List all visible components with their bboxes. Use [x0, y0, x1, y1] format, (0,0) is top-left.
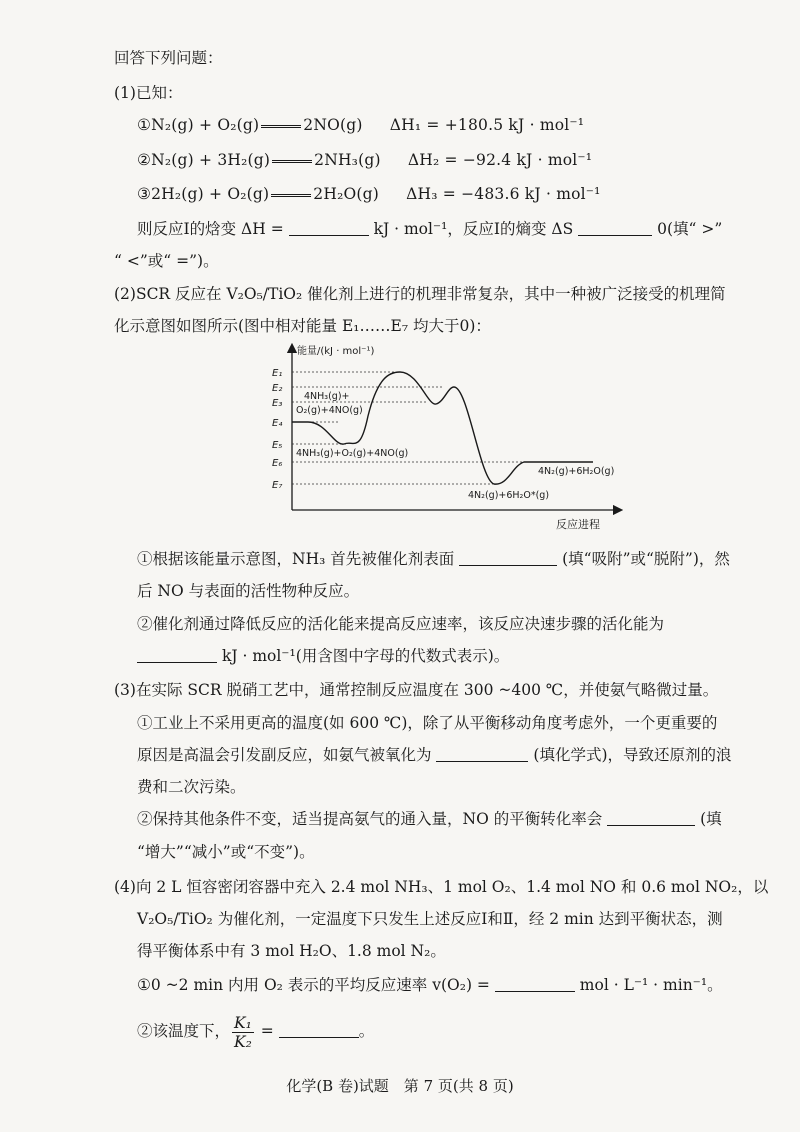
answer-blank-kratio[interactable] [279, 1023, 359, 1038]
q2-line-2: 化示意图如图所示(图中相对能量 E₁……E₇ 均大于0)： [114, 317, 491, 335]
intro-line: 回答下列问题： [114, 49, 223, 67]
q2-sub1 [137, 549, 730, 569]
answer-blank-adsorb[interactable] [459, 551, 557, 566]
level-label-6: E₆ [272, 458, 283, 469]
eq3-enthalpy: ΔH₃ = −483.6 kJ · mol⁻¹ [406, 185, 601, 203]
level-label-5: E₅ [272, 440, 283, 451]
q3-sub2-b: (填 [700, 810, 722, 828]
eq1-enthalpy: ΔH₁ = +180.5 kJ · mol⁻¹ [389, 116, 585, 134]
q2-line-1: (2)SCR 反应在 V₂O₅/TiO₂ 催化剂上进行的机理非常复杂，其中一种被广泛接受的机理简 [114, 285, 726, 303]
answer-blank-conversion[interactable] [607, 811, 695, 826]
q1-ask-c: 0(填“ >” [657, 220, 723, 238]
answer-blank-activation[interactable] [137, 648, 217, 663]
q2-sub2-b: kJ · mol⁻¹(用含图中字母的代数式表示)。 [221, 647, 510, 665]
q3-sub2-cont: “增大”“减小”或“不变”)。 [137, 843, 315, 861]
equation-1 [137, 115, 584, 135]
q3-sub1-cont2: 费和二次污染。 [137, 778, 246, 796]
eq2-rhs: 2NH₃(g) [314, 151, 381, 169]
eq1-rhs: 2NO(g) [303, 116, 363, 134]
answer-blank-ds[interactable] [578, 221, 652, 236]
equation-3 [137, 184, 601, 204]
energy-diagram [268, 338, 628, 538]
q1-question [137, 219, 722, 239]
q1-ask-b: kJ · mol⁻¹，反应Ⅰ的熵变 ΔS [373, 220, 574, 238]
annotation-adsorbed: 4NH₃(g)+O₂(g)+4NO(g) [296, 448, 409, 459]
q4-line-2: V₂O₅/TiO₂ 为催化剂，一定温度下只发生上述反应Ⅰ和Ⅱ，经 2 min 达到平衡状态，测 [137, 910, 723, 928]
q2-sub1-a: ①根据该能量示意图，NH₃ 首先被催化剂表面 [137, 550, 455, 568]
q2-sub2: ②催化剂通过降低反应的活化能来提高反应速率，该反应决速步骤的活化能为 [137, 615, 665, 633]
k-numerator: K₁ [234, 1013, 252, 1032]
annotation-reactants-1: 4NH₃(g)+ [304, 391, 350, 402]
answer-blank-byproduct[interactable] [436, 747, 528, 762]
level-label-3: E₃ [272, 398, 283, 409]
q4-sub2-b: = [260, 1022, 274, 1040]
q3-line-1: (3)在实际 SCR 脱硝工艺中，通常控制反应温度在 300 ~400 ℃，并使氨气略微过量。 [114, 681, 719, 699]
q1-question-cont: “ <”或“ =”)。 [114, 252, 219, 270]
level-label-1: E₁ [272, 368, 283, 379]
annotation-reactants-2: O₂(g)+4NO(g) [296, 405, 363, 416]
equal-arrow-icon [271, 194, 311, 197]
q4-sub2-c: 。 [358, 1022, 375, 1040]
annotation-products: 4N₂(g)+6H₂O(g) [538, 466, 615, 477]
q3-sub1-b: 原因是高温会引发副反应，如氨气被氧化为 [137, 746, 432, 764]
q4-sub2-a: ②该温度下， [137, 1022, 231, 1040]
page-footer: 化学(B 卷)试题 第 7 页(共 8 页) [286, 1077, 514, 1095]
eq2-enthalpy: ΔH₂ = −92.4 kJ · mol⁻¹ [407, 151, 593, 169]
annotation-adsorbed-products: 4N₂(g)+6H₂O*(g) [468, 490, 550, 501]
equation-2 [137, 150, 592, 170]
k-denominator: K₂ [234, 1032, 252, 1051]
eq2-lhs: ②N₂(g) + 3H₂(g) [137, 151, 271, 169]
y-axis-label: 能量/(kJ · mol⁻¹) [297, 346, 375, 357]
q4-line-3: 得平衡体系中有 3 mol H₂O、1.8 mol N₂。 [137, 942, 446, 960]
equilibrium-arrow-icon [272, 160, 312, 163]
level-label-2: E₂ [272, 383, 283, 394]
q4-sub1-a: ①0 ~2 min 内用 O₂ 表示的平均反应速率 v(O₂) = [137, 976, 490, 994]
answer-blank-rate[interactable] [495, 977, 575, 992]
q4-sub1-b: mol · L⁻¹ · min⁻¹。 [579, 976, 723, 994]
level-label-7: E₇ [272, 480, 283, 491]
q1-label: (1)已知： [114, 84, 183, 102]
q2-sub1-b: (填“吸附”或“脱附”)，然 [562, 550, 730, 568]
q3-sub1-c: (填化学式)，导致还原剂的浪 [533, 746, 732, 764]
q2-sub2-cont [137, 646, 509, 666]
level-label-4: E₄ [272, 418, 283, 429]
eq1-lhs: ①N₂(g) + O₂(g) [137, 116, 260, 134]
q3-sub2-a: ②保持其他条件不变，适当提高氨气的通入量，NO 的平衡转化率会 [137, 810, 603, 828]
q4-sub2 [137, 1012, 374, 1051]
q4-sub1 [137, 975, 723, 995]
eq3-lhs: ③2H₂(g) + O₂(g) [137, 185, 270, 203]
x-axis-label: 反应进程 [556, 518, 600, 531]
eq3-rhs: 2H₂O(g) [313, 185, 380, 203]
answer-blank-dh[interactable] [289, 221, 369, 236]
q3-sub1-cont [137, 745, 732, 765]
q3-sub1: ①工业上不采用更高的温度(如 600 ℃)，除了从平衡移动角度考虑外，一个更重要的 [137, 714, 718, 732]
equilibrium-arrow-icon [261, 125, 301, 128]
q2-sub1-cont: 后 NO 与表面的活性物种反应。 [137, 582, 360, 600]
k-ratio-fraction [232, 1014, 254, 1051]
q1-ask-a: 则反应Ⅰ的焓变 ΔH = [137, 220, 284, 238]
q4-line-1: (4)向 2 L 恒容密闭容器中充入 2.4 mol NH₃、1 mol O₂、1.4 mol NO 和 0.6 mol NO₂，以 [114, 878, 769, 896]
q3-sub2 [137, 809, 722, 829]
